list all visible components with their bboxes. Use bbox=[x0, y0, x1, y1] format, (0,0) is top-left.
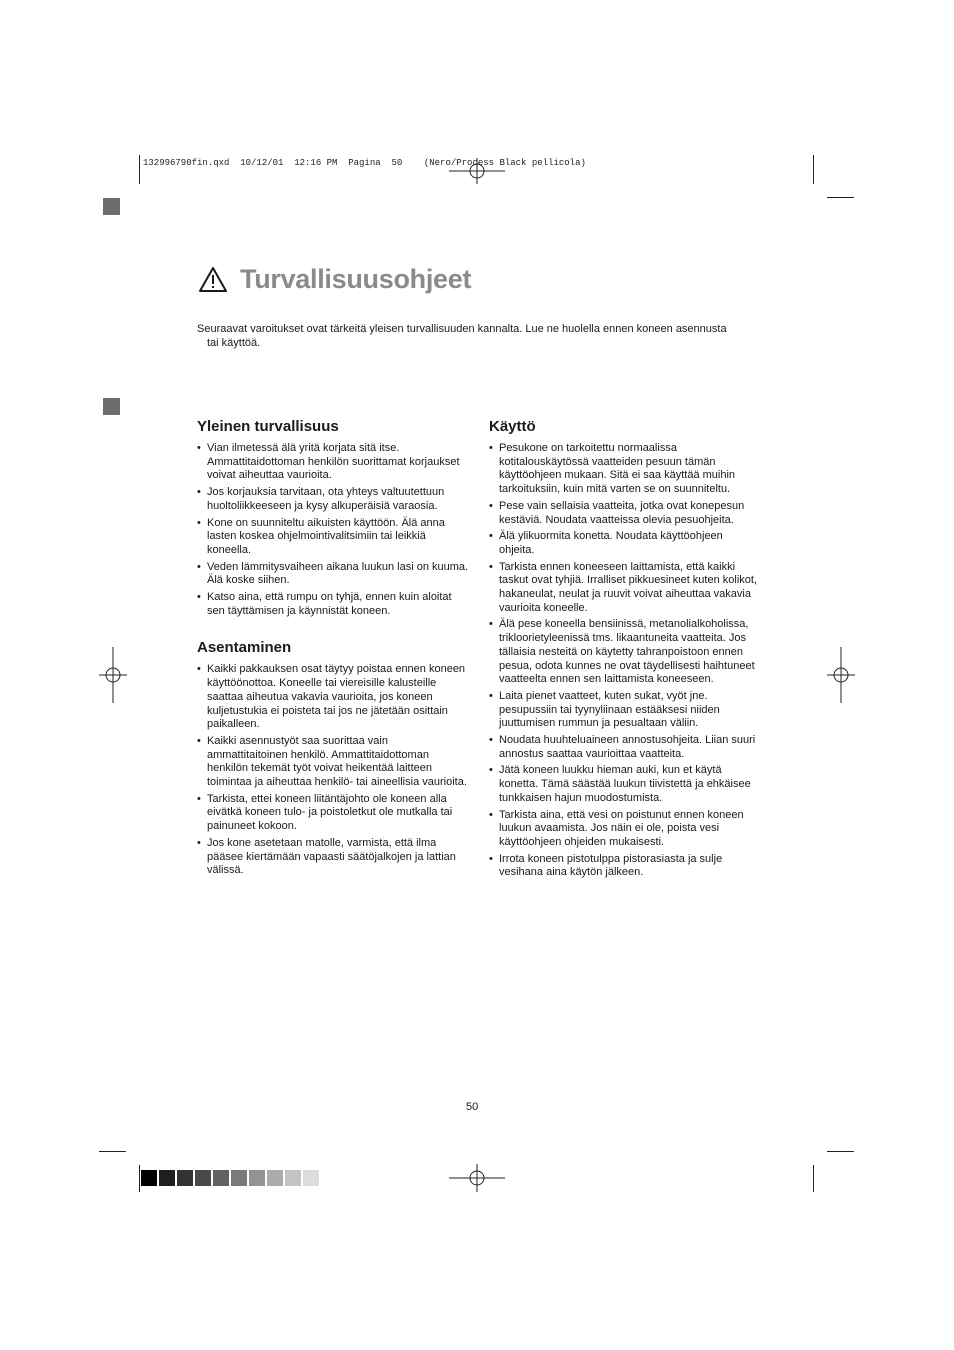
print-slug: 132996790fin.qxd 10/12/01 12:16 PM Pagina 50 (Nero/Process Black pellicola) bbox=[143, 158, 586, 168]
crop-mark-top-right-h bbox=[827, 197, 854, 198]
list-item: • Kone on suunniteltu aikuisten käyttöön. Älä anna lasten koskea ohjelmointivalitsimiin tai leikkiä koneella. bbox=[197, 517, 469, 558]
color-swatch bbox=[159, 1170, 175, 1186]
list-item: • Jos korjauksia tarvitaan, ota yhteys valtuutettuun huoltoliikkeeseen ja kysy alkuperäisiä varaosia. bbox=[197, 486, 469, 513]
color-swatch bbox=[249, 1170, 265, 1186]
color-swatch bbox=[267, 1170, 283, 1186]
color-swatch bbox=[285, 1170, 301, 1186]
list-item: • Älä pese koneella bensiinissä, metanolialkoholissa, trikloorietyleenissä tms. likaantuneita vaatteita. Jos tällaisia nesteitä on käytetty tahranpoistoon ennen pesua, odota kunnes ne ovat täydellisesti haihtuneet vaatteelta ennen sen laittamista koneeseen. bbox=[489, 618, 761, 687]
list-item: • Jätä koneen luukku hieman auki, kun et käytä konetta. Tämä säästää luukun tiivistettä ja ehkäisee tunkkaisen hajun muodostumista. bbox=[489, 764, 761, 805]
color-swatch bbox=[213, 1170, 229, 1186]
list-item: • Noudata huuhteluaineen annostusohjeita. Liian suuri annostus saattaa vaurioittaa vaatteita. bbox=[489, 734, 761, 761]
use-list bbox=[489, 442, 761, 880]
page-number: 50 bbox=[466, 1101, 479, 1113]
list-item: • Tarkista ennen koneeseen laittamista, että kaikki taskut ovat tyhjiä. Irralliset pikkuesineet kuten kolikot, hakaneulat, neulat ja ruuvit voivat aiheuttaa vakavia vaurioita koneelle. bbox=[489, 561, 761, 616]
right-column bbox=[489, 418, 761, 883]
left-column bbox=[197, 418, 469, 881]
list-item: • Kaikki asennustyöt saa suorittaa vain ammattitaitoinen henkilö. Ammattitaidottoman henkilön tekemät työt voivat heikentää laitteen toimintaa ja aiheuttaa henkilö- tai aineellisia vaurioita. bbox=[197, 735, 469, 790]
crosshair-icon bbox=[449, 1164, 505, 1192]
crosshair-icon bbox=[449, 158, 505, 184]
section-heading-install: Asentaminen bbox=[197, 639, 292, 657]
general-safety-list bbox=[197, 442, 469, 618]
intro-line: Seuraavat varoitukset ovat tärkeitä yleisen turvallisuuden kannalta. Lue ne huolella ennen koneen asennusta bbox=[197, 323, 727, 335]
list-item: • Älä ylikuormita konetta. Noudata käyttöohjeen ohjeita. bbox=[489, 530, 761, 557]
color-swatch bbox=[303, 1170, 319, 1186]
crop-mark-top-right bbox=[813, 155, 814, 184]
color-swatch bbox=[195, 1170, 211, 1186]
intro-paragraph bbox=[197, 322, 757, 350]
section-heading-use: Käyttö bbox=[489, 418, 536, 435]
crop-mark-bottom-right bbox=[813, 1165, 814, 1192]
crosshair-icon bbox=[99, 647, 127, 703]
color-swatch bbox=[141, 1170, 157, 1186]
margin-marker bbox=[103, 398, 120, 415]
page-title: Turvallisuusohjeet bbox=[240, 264, 472, 294]
page-title-row bbox=[198, 264, 471, 295]
crop-mark-top-left bbox=[139, 155, 140, 184]
list-item: • Vian ilmetessä älä yritä korjata sitä itse. Ammattitaidottoman henkilön suorittamat korjaukset voivat aiheuttaa vaurioita. bbox=[197, 442, 469, 483]
list-item: • Veden lämmitysvaiheen aikana luukun lasi on kuuma. Älä koske siihen. bbox=[197, 561, 469, 588]
install-list bbox=[197, 663, 469, 878]
warning-triangle-icon bbox=[198, 266, 228, 293]
list-item: • Kaikki pakkauksen osat täytyy poistaa ennen koneen käyttöönottoa. Koneelle tai viereisille kalusteille saattaa aiheutua vakavia vaurioita, jos koneen kuljetustukia ei poisteta tai jos ne jätetään osittain paikalleen. bbox=[197, 663, 469, 732]
list-item: • Tarkista, ettei koneen liitäntäjohto ole koneen alla eivätkä koneen tulo- ja poistoletkut ole mutkalla tai painuneet kokoon. bbox=[197, 793, 469, 834]
color-swatch-bar bbox=[141, 1170, 321, 1186]
section-heading-general: Yleinen turvallisuus bbox=[197, 418, 339, 435]
list-item: • Pesukone on tarkoitettu normaalissa kotitalouskäytössä vaatteiden pesuun tämän käyttöohjeen mukaan. Sitä ei saa käyttää muihin tarkoituksiin, kuin mitä varten se on suunniteltu. bbox=[489, 442, 761, 497]
color-swatch bbox=[177, 1170, 193, 1186]
crop-mark-bottom-right-h bbox=[827, 1151, 854, 1152]
intro-line: tai käyttöä. bbox=[207, 337, 261, 349]
color-swatch bbox=[231, 1170, 247, 1186]
list-item: • Jos kone asetetaan matolle, varmista, että ilma pääsee kiertämään vapaasti säätöjalkojen ja lattian välissä. bbox=[197, 837, 469, 878]
list-item: • Laita pienet vaatteet, kuten sukat, vyöt jne. pesupussiin tai tyynyliinaan estääksesi niiden juuttumisen rummun ja pesualtaan väliin. bbox=[489, 690, 761, 731]
list-item: • Pese vain sellaisia vaatteita, jotka ovat konepesun kestäviä. Noudata vaatteissa olevia pesuohjeita. bbox=[489, 500, 761, 527]
crop-mark-bottom-left bbox=[139, 1165, 140, 1192]
list-item: • Irrota koneen pistotulppa pistorasiasta ja sulje vesihana aina käytön jälkeen. bbox=[489, 853, 761, 880]
crosshair-icon bbox=[827, 647, 855, 703]
margin-marker bbox=[103, 198, 120, 215]
crop-mark-bottom-left-h bbox=[99, 1151, 126, 1152]
list-item: • Tarkista aina, että vesi on poistunut ennen koneen luukun avaamista. Jos näin ei ole, poista vesi käyttöohjeen ohjeiden mukaisesti. bbox=[489, 809, 761, 850]
list-item: • Katso aina, että rumpu on tyhjä, ennen kuin aloitat sen täyttämisen ja käynnistät koneen. bbox=[197, 591, 469, 618]
